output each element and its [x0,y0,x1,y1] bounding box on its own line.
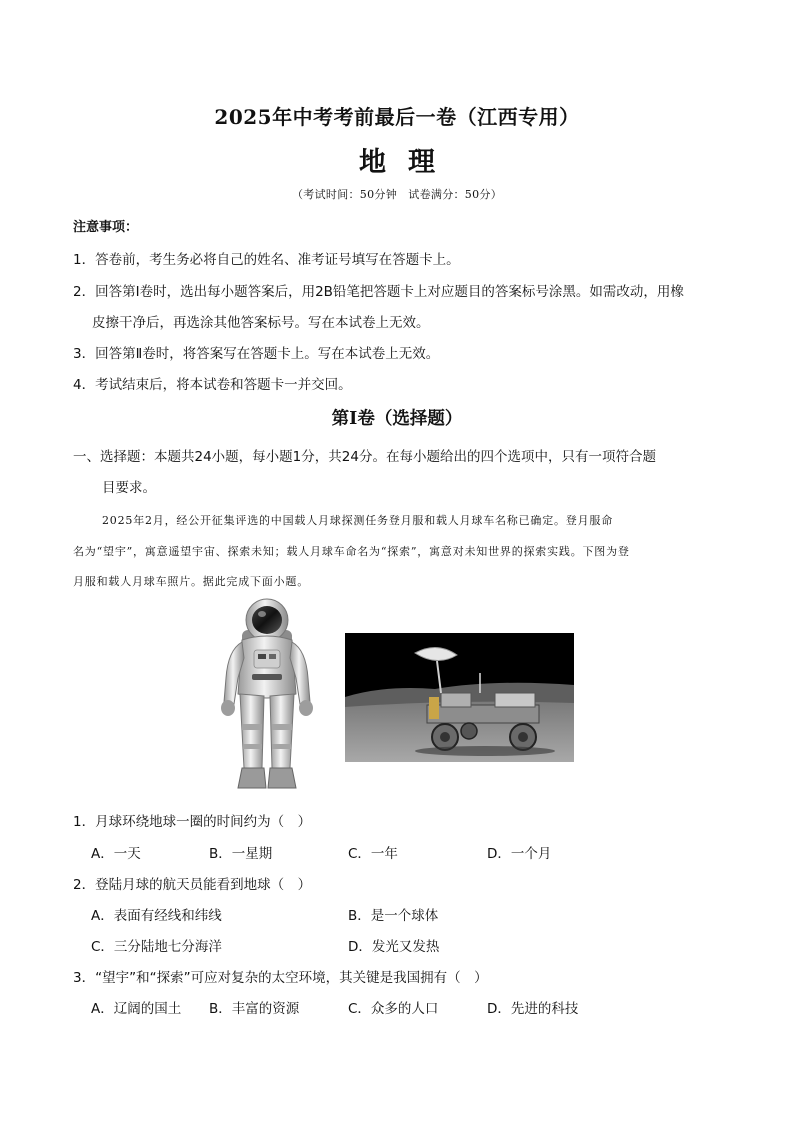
subject-title: 地理 [359,147,457,178]
question-2-stem: 2．登陆月球的航天员能看到地球（ ） [73,877,312,893]
question-2-option-a: A．表面有经线和纬线 [91,908,222,924]
question-3-stem: 3．“望宇”和“探索”可应对复杂的太空环境，其关键是我国拥有（ ） [73,970,488,986]
question-1-option-d: D．一个月 [487,846,552,862]
notice-item: 3．回答第Ⅱ卷时，将答案写在答题卡上。写在本试卷上无效。 [73,346,440,362]
notice-item: 2．回答第Ⅰ卷时，选出每小题答案后，用2B铅笔把答题卡上对应题目的答案标号涂黑。如需改动，用橡 [73,284,684,300]
passage-line: 月服和载人月球车照片。据此完成下面小题。 [73,575,309,588]
notice-item: 皮擦干净后，再选涂其他答案标号。写在本试卷上无效。 [92,315,430,331]
notice-item: 4．考试结束后，将本试卷和答题卡一并交回。 [73,377,352,393]
question-1-stem: 1．月球环绕地球一圈的时间约为（ ） [73,814,312,830]
question-2-option-b: B．是一个球体 [348,908,439,924]
question-2-option-c: C．三分陆地七分海洋 [91,939,222,955]
passage-line: 2025年2月，经公开征集评选的中国载人月球探测任务登月服和载人月球车名称已确定。登月服命 [102,514,613,527]
question-1-option-a: A．一天 [91,846,141,862]
question-3-option-b: B．丰富的资源 [209,1001,300,1017]
question-2-option-d: D．发光又发热 [348,939,440,955]
lunar-rover-image [345,633,574,762]
notice-heading: 注意事项： [73,220,139,235]
question-3-option-a: A．辽阔的国土 [91,1001,182,1017]
section-heading: 第Ⅰ卷（选择题） [331,409,463,429]
question-3-option-c: C．众多的人口 [348,1001,439,1017]
part-heading-cont: 目要求。 [102,480,156,496]
passage-line: 名为“望宇”，寓意遥望宇宙、探索未知；载人月球车命名为“探索”，寓意对未知世界的探索实践。下图为登 [73,545,630,558]
question-1-option-c: C．一年 [348,846,398,862]
question-3-option-d: D．先进的科技 [487,1001,579,1017]
notice-item: 1．答卷前，考生务必将自己的姓名、准考证号填写在答题卡上。 [73,252,460,268]
question-1-option-b: B．一星期 [209,846,273,862]
exam-title: 2025年中考考前最后一卷（江西专用） [214,105,580,129]
spacesuit-image [212,598,322,796]
exam-info: （考试时间：50分钟 试卷满分：50分） [292,188,502,201]
part-heading: 一、选择题：本题共24小题，每小题1分，共24分。在每小题给出的四个选项中，只有一项符合题 [73,449,656,465]
